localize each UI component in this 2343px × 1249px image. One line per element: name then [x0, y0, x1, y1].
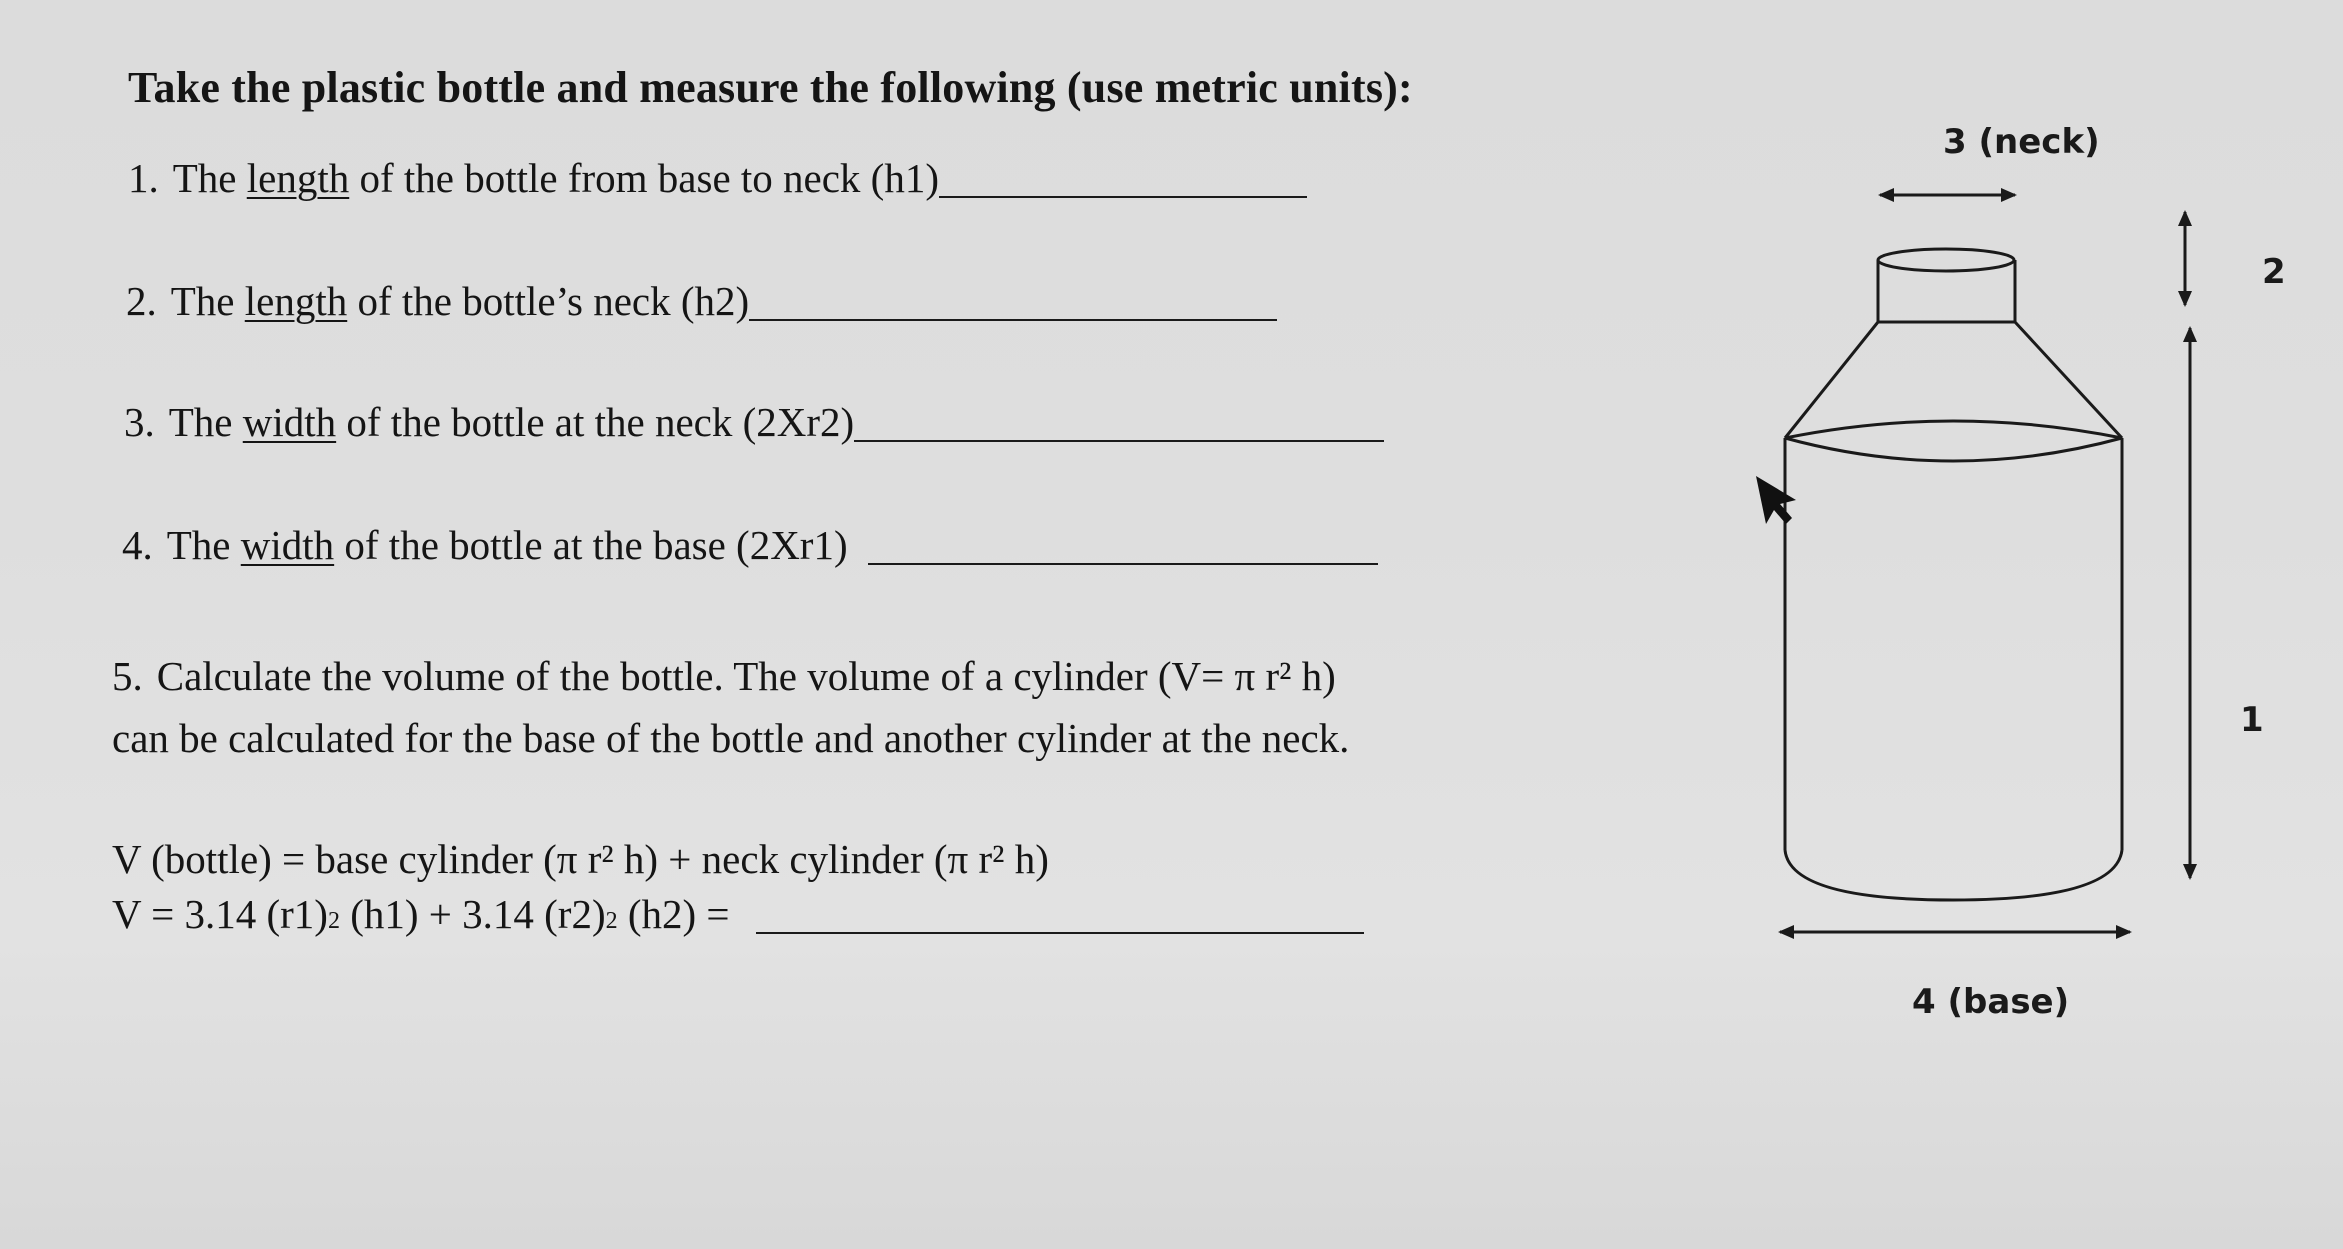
question-keyword: length	[244, 278, 348, 324]
answer-blank-neck-width[interactable]	[854, 439, 1384, 442]
question-keyword: length	[246, 155, 350, 201]
formula-part: (h1) + 3.14 (r2)	[339, 891, 606, 937]
question-3	[124, 398, 1384, 446]
question-keyword: width	[242, 399, 337, 445]
question-1	[128, 154, 1307, 202]
question-text-before: The	[170, 278, 245, 324]
question-5-line-1: Calculate the volume of the bottle. The volume of a cylinder (V= π r² h)	[156, 653, 1336, 699]
formula-volume-calculation	[112, 890, 1364, 938]
base-cylinder-bottom	[1785, 850, 2122, 900]
question-text-after: of the bottle at the base (2Xr1)	[334, 522, 848, 568]
question-5-line-2: can be calculated for the base of the bottle and another cylinder at the neck.	[112, 715, 1350, 761]
question-text-after: of the bottle from base to neck (h1)	[349, 155, 939, 201]
label-base-width: 4 (base)	[1912, 982, 2070, 1022]
formula-part: V = 3.14 (r1)	[112, 891, 328, 937]
question-number: 1.	[128, 155, 159, 201]
question-number: 3.	[124, 399, 155, 445]
question-keyword: width	[240, 522, 335, 568]
label-base-height: 1	[2240, 700, 2264, 740]
question-text-before: The	[168, 399, 243, 445]
shoulder-left-edge	[1785, 322, 1878, 438]
question-text-after: of the bottle’s neck (h2)	[347, 278, 750, 324]
question-text-before: The	[166, 522, 241, 568]
base-cylinder-top-back	[1785, 421, 2122, 438]
question-5	[112, 645, 1349, 769]
bottle-diagram	[1720, 100, 2320, 1060]
formula-exponent: 2	[327, 908, 340, 934]
formula-volume-definition	[112, 835, 1049, 883]
formula-volume-definition-text: V (bottle) = base cylinder (π r² h) + neck cylinder (π r² h)	[112, 836, 1049, 882]
neck-cylinder-top	[1878, 249, 2014, 271]
question-number: 4.	[122, 522, 153, 568]
formula-exponent: 2	[605, 908, 618, 934]
answer-blank-h2[interactable]	[749, 318, 1277, 321]
answer-blank-volume[interactable]	[756, 931, 1364, 934]
question-2	[126, 277, 1277, 325]
question-text-before: The	[172, 155, 247, 201]
label-neck-width: 3 (neck)	[1943, 122, 2100, 162]
mouse-pointer-icon	[1756, 476, 1796, 524]
question-number: 2.	[126, 278, 157, 324]
answer-blank-base-width[interactable]	[868, 562, 1378, 565]
shoulder-right-edge	[2015, 322, 2122, 438]
formula-part: (h2) =	[617, 891, 730, 937]
worksheet-heading: Take the plastic bottle and measure the following (use metric units):	[128, 63, 1413, 112]
question-number: 5.	[112, 653, 143, 699]
question-4	[122, 521, 1378, 569]
label-neck-height: 2	[2262, 252, 2286, 292]
answer-blank-h1[interactable]	[939, 195, 1307, 198]
base-cylinder-top-front	[1785, 438, 2122, 461]
question-text-after: of the bottle at the neck (2Xr2)	[336, 399, 855, 445]
